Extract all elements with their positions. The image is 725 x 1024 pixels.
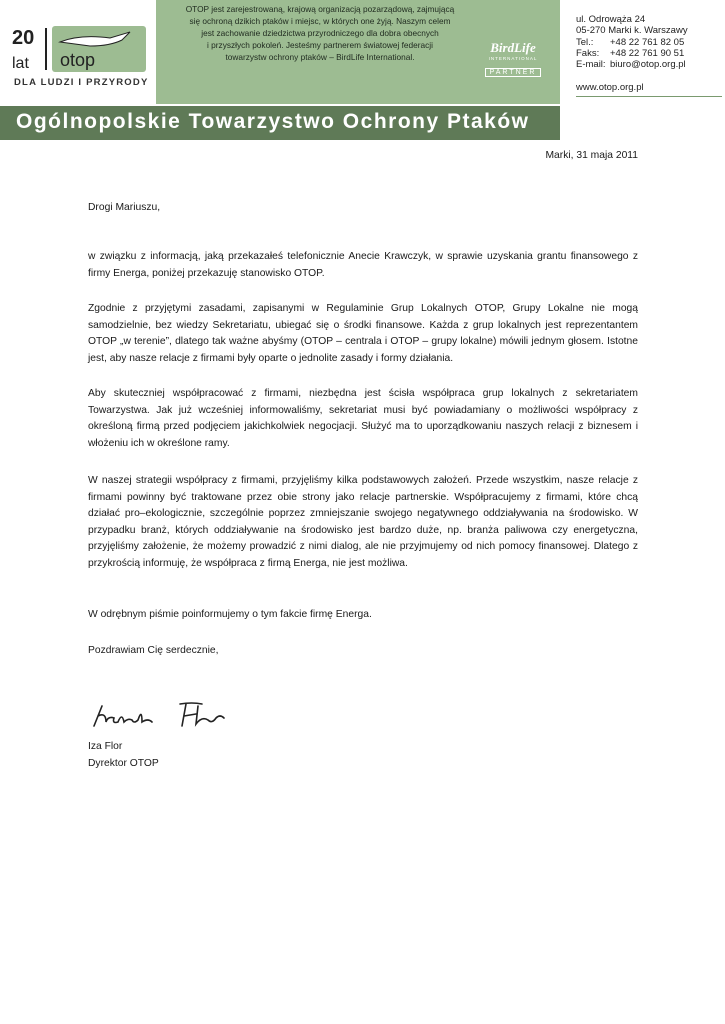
- signature-block: [88, 739, 159, 773]
- logo-brand: otop: [60, 50, 96, 70]
- website-link[interactable]: www.otop.org.pl: [576, 82, 644, 93]
- intro-line: jest zachowanie dziedzictwa przyrodniczego dla dobra obecnych: [201, 28, 439, 38]
- otop-20-lat-logo: [10, 24, 150, 74]
- paragraph: Zgodnie z przyjętymi zasadami, zapisanymi w Regulaminie Grup Lokalnych OTOP, Grupy Lokalne nie mogą samodzielnie, bez wiedzy Sekretariatu, ubiegać się o środki finansowe. Każda z grup lokalnych jest reprezentantem OTOP „w terenie”, dlatego tak ważne abyśmy (OTOP – centrala i OTOP – grupy lokalne) mówili jednym głosem. Istotne jest, aby nasze relacje z firmami były oparte o jednolite zasady i formy działania.: [88, 303, 638, 364]
- organization-description: [170, 3, 470, 63]
- contact-fax-row: [576, 48, 724, 59]
- intro-line: się ochroną dzikich ptaków i miejsc, w których one żyją. Naszym celem: [189, 16, 451, 26]
- letter-date: Marki, 31 maja 2011: [545, 150, 638, 161]
- logo-tagline: DLA LUDZI I PRZYRODY: [14, 77, 149, 88]
- tel-label: Tel.:: [576, 36, 594, 48]
- paragraph: Aby skuteczniej współpracować z firmami, niezbędna jest ścisła współpraca grup lokalnych z sekretariatem Towarzystwa. Jak już wcześniej informowaliśmy, sekretariat musi być powiadamiany o możliwości współpracy z określoną firmą przed podjęciem jakichkolwiek negocjacji. Służyć ma to uporządkowaniu naszych relacji z biznesem i włożeniu ich w określone ramy.: [88, 388, 638, 449]
- paragraph: W odrębnym piśmie poinformujemy o tym fakcie firmę Energa.: [88, 609, 372, 620]
- paragraph: w związku z informacją, jaką przekazałeś telefonicznie Anecie Krawczyk, w sprawie uzyskania grantu finansowego z firmy Energa, poniżej przekazuję stanowisko OTOP.: [88, 251, 638, 279]
- signer-name: Iza Flor: [88, 741, 123, 752]
- contact-divider: [576, 96, 722, 97]
- salutation: Drogi Mariuszu,: [88, 202, 161, 213]
- handwritten-signature: [88, 696, 238, 740]
- contact-street: ul. Odrowąża 24: [576, 14, 646, 25]
- fax-label: Faks:: [576, 47, 600, 59]
- birdlife-partner-label: PARTNER: [485, 68, 542, 77]
- organization-name: Ogólnopolskie Towarzystwo Ochrony Ptaków: [16, 110, 530, 133]
- closing: Pozdrawiam Cię serdecznie,: [88, 645, 219, 656]
- intro-line: towarzystw ochrony ptaków – BirdLife International.: [225, 52, 415, 62]
- email-label: E-mail:: [576, 59, 606, 71]
- birdlife-sub: INTERNATIONAL: [488, 56, 538, 61]
- paragraph: W naszej strategii współpracy z firmami, przyjęliśmy kilka podstawowych założeń. Przede wszystkim, nasze relacje z firmami powinny być traktowane przez obie strony jako relacje partnerskie. Współpracujemy z firmami, które chcą działać pro–ekologicznie, szczególnie poprzez zmniejszanie swojego negatywnego oddziaływania na środowisko. W przypadku branż, których oddziaływanie na środowisko jest bardzo duże, np. branża paliwowa czy energetyczna, przyjęliśmy założenie, że możemy prowadzić z nimi dialog, ale nie przyjmujemy od nich pomocy finansowej. Dlatego z przykrością informuję, że współpraca z firmą Energa, nie jest możliwa.: [88, 475, 638, 569]
- fax-value: +48 22 761 90 51: [610, 47, 685, 59]
- contact-city: 05-270 Marki k. Warszawy: [576, 25, 688, 37]
- intro-line: OTOP jest zarejestrowaną, krajową organizacją pozarządową, zajmującą: [185, 4, 455, 14]
- email-value[interactable]: biuro@otop.org.pl: [610, 59, 686, 71]
- contact-tel-row: [576, 37, 724, 48]
- tel-value: +48 22 761 82 05: [610, 36, 685, 48]
- signer-title: Dyrektor OTOP: [88, 757, 159, 769]
- logo-years-number: 20: [12, 27, 35, 49]
- birdlife-name: BirdLife: [490, 40, 536, 55]
- logo-years-word: lat: [12, 55, 29, 72]
- birdlife-partner-logo: [478, 28, 548, 78]
- contact-details: [576, 14, 724, 70]
- logo-area: [0, 0, 156, 104]
- intro-line: i przyszłych pokoleń. Jesteśmy partnerem światowej federacji: [207, 40, 433, 50]
- banner-spacer: [560, 106, 725, 140]
- contact-email-row: [576, 59, 724, 70]
